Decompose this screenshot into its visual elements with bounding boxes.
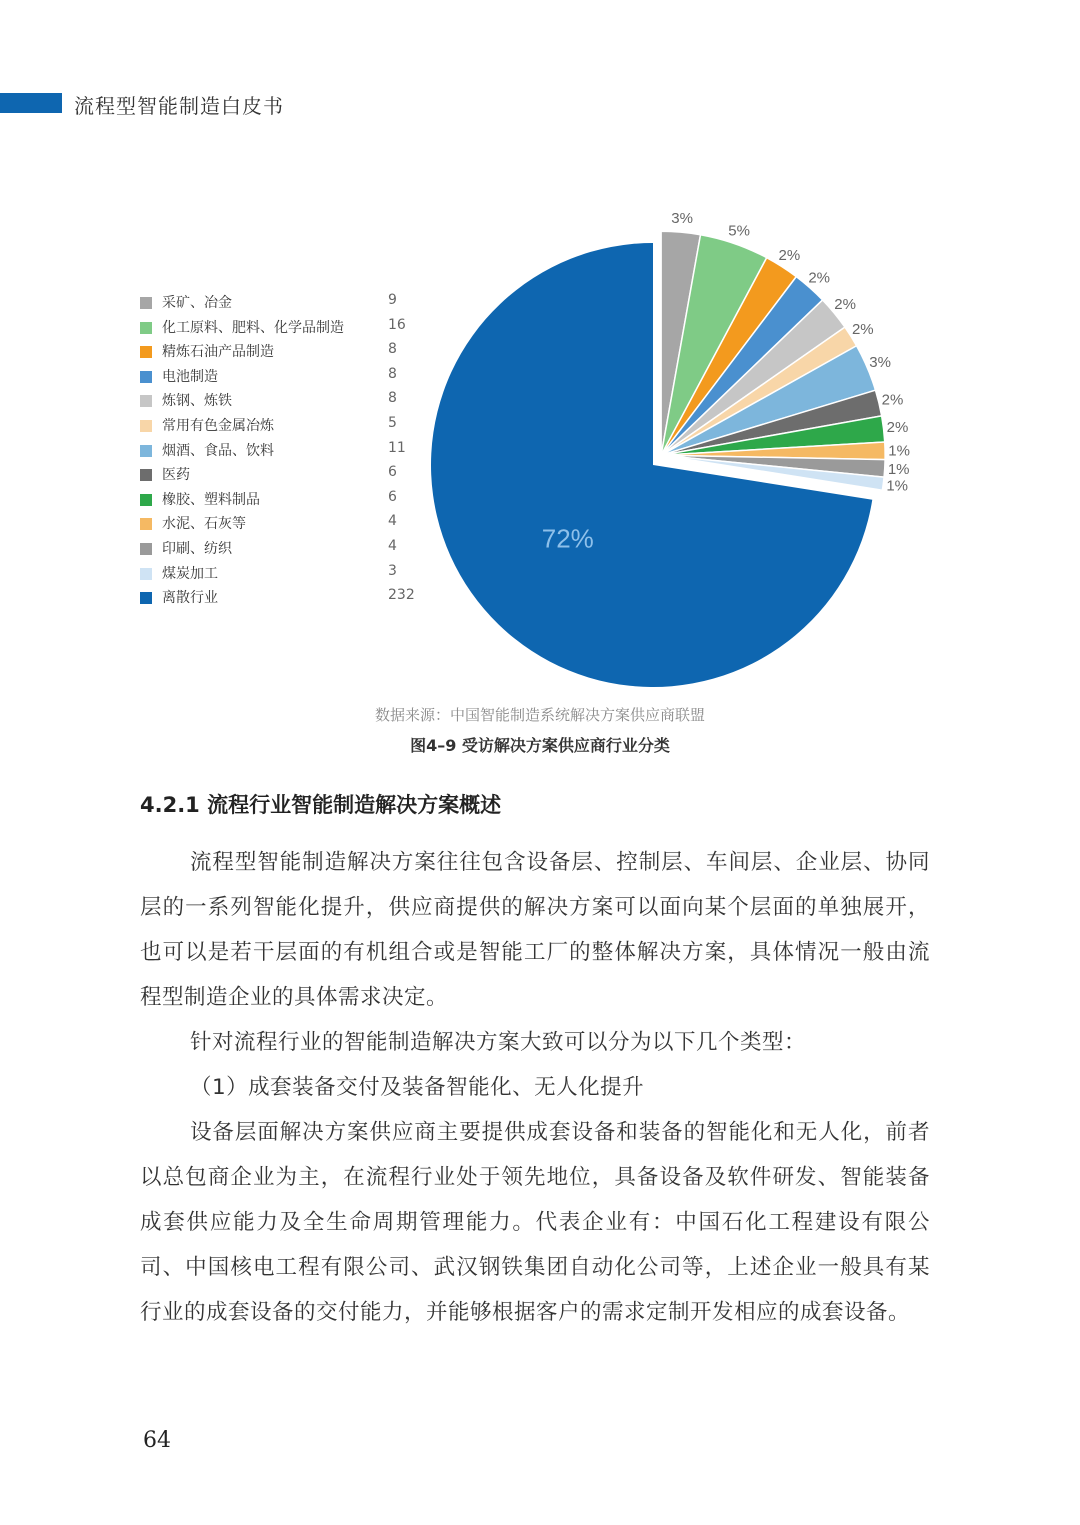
legend-count: 6 [388, 488, 397, 505]
legend-count: 4 [388, 513, 397, 530]
pie-percent-label: 1% [886, 477, 909, 495]
legend-label: 煤炭加工 [162, 565, 218, 582]
legend-label: 炼钢、炼铁 [162, 393, 232, 410]
pie-percent-label-main: 72% [541, 523, 594, 554]
legend-count: 8 [388, 365, 397, 382]
page-number: 64 [143, 1428, 171, 1453]
legend-item [140, 390, 430, 415]
pie-percent-label: 2% [834, 296, 856, 314]
paragraph: 设备层面解决方案供应商主要提供成套设备和装备的智能化和无人化，前者以总包商企业为主，在流程行业处于领先地位，具备设备及软件研发、智能装备成套供应能力及全生命周期管理能力。代表企业有：中国石化工程建设有限公司、中国核电工程有限公司、武汉钢铁集团自动化公司等，上述企业一般具有某行业的成套设备的交付能力，并能够根据客户的需求定制开发相应的成套设备。 [140, 1120, 930, 1325]
header-accent-bar [0, 93, 62, 113]
legend-item [140, 317, 430, 342]
chart-legend [140, 292, 430, 612]
legend-swatch [140, 322, 152, 334]
legend-swatch [140, 445, 152, 457]
legend-label: 烟酒、食品、饮料 [162, 442, 274, 459]
legend-item [140, 440, 430, 465]
body-text [140, 840, 930, 1335]
legend-count: 4 [388, 537, 397, 554]
legend-swatch [140, 592, 152, 604]
legend-swatch [140, 518, 152, 530]
legend-count: 11 [388, 439, 406, 456]
pie-percent-label: 2% [886, 419, 909, 437]
section-title: 4.2.1 流程行业智能制造解决方案概述 [140, 793, 502, 817]
pie-percent-label: 2% [881, 391, 904, 409]
legend-label: 橡胶、塑料制品 [162, 491, 260, 508]
paragraph: 针对流程行业的智能制造解决方案大致可以分为以下几个类型： [190, 1030, 807, 1055]
pie-percent-label: 2% [808, 269, 831, 287]
legend-item [140, 464, 430, 489]
legend-count: 16 [388, 316, 406, 333]
pie-percent-label: 1% [888, 442, 910, 460]
legend-label: 电池制造 [162, 368, 218, 385]
legend-item [140, 341, 430, 366]
legend-item [140, 563, 430, 588]
paragraph: 流程型智能制造解决方案往往包含设备层、控制层、车间层、企业层、协同层的一系列智能化提升，供应商提供的解决方案可以面向某个层面的单独展开，也可以是若干层面的有机组合或是智能工厂的整体解决方案，具体情况一般由流程型制造企业的具体需求决定。 [140, 850, 930, 1010]
legend-item [140, 415, 430, 440]
legend-label: 精炼石油产品制造 [162, 344, 274, 361]
legend-item [140, 587, 430, 612]
legend-count: 8 [388, 390, 397, 407]
legend-swatch [140, 568, 152, 580]
legend-count: 232 [388, 587, 415, 604]
legend-label: 常用有色金属冶炼 [162, 417, 274, 434]
pie-percent-label: 1% [887, 461, 910, 479]
legend-swatch [140, 371, 152, 383]
figure-caption: 图4–9 受访解决方案供应商行业分类 [410, 736, 670, 755]
legend-swatch [140, 469, 152, 481]
legend-item [140, 538, 430, 563]
legend-label: 医药 [162, 467, 190, 484]
legend-label: 印刷、纺织 [162, 540, 232, 557]
legend-item [140, 513, 430, 538]
legend-item [140, 489, 430, 514]
pie-percent-label: 2% [851, 320, 874, 338]
legend-count: 3 [388, 562, 397, 579]
legend-count: 6 [388, 464, 397, 481]
legend-swatch [140, 297, 152, 309]
running-header-title: 流程型智能制造白皮书 [74, 94, 284, 118]
legend-item [140, 366, 430, 391]
figure-source: 数据来源：中国智能制造系统解决方案供应商联盟 [374, 706, 705, 724]
legend-count: 9 [388, 292, 397, 308]
list-heading: （1）成套装备交付及装备智能化、无人化提升 [190, 1075, 645, 1100]
legend-item [140, 292, 430, 317]
legend-swatch [140, 346, 152, 358]
pie-percent-label: 5% [728, 222, 750, 240]
legend-swatch [140, 543, 152, 555]
legend-label: 水泥、石灰等 [162, 516, 246, 533]
pie-percent-label: 3% [671, 210, 693, 228]
legend-swatch [140, 494, 152, 506]
legend-count: 8 [388, 341, 397, 358]
legend-count: 5 [388, 414, 397, 431]
legend-swatch [140, 395, 152, 407]
legend-swatch [140, 420, 152, 432]
legend-label: 采矿、冶金 [162, 295, 232, 311]
legend-label: 化工原料、肥料、化学品制造 [162, 319, 344, 336]
pie-percent-label: 3% [869, 354, 891, 371]
pie-percent-label: 2% [778, 246, 801, 264]
legend-label: 离散行业 [162, 590, 218, 607]
pie-chart [420, 205, 910, 695]
